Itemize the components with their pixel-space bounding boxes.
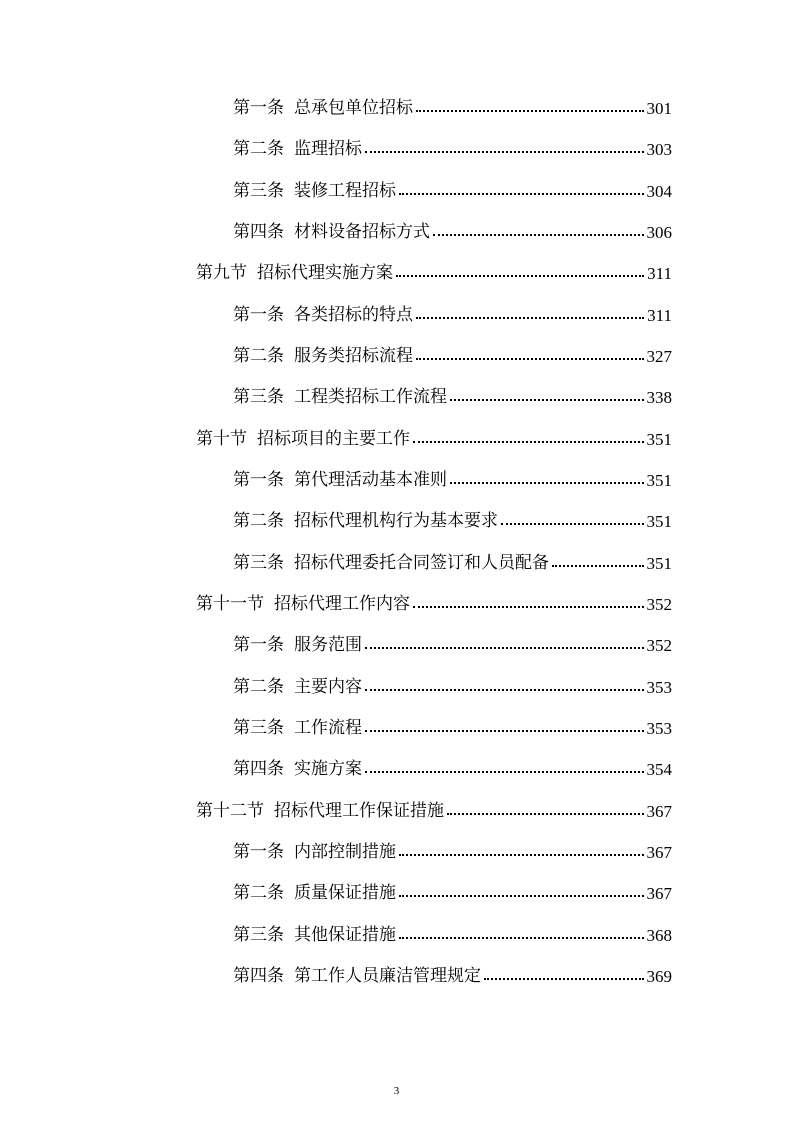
toc-entry-line — [233, 968, 672, 985]
toc-entry-page: 306 — [646, 223, 672, 243]
toc-entry-number: 第二条 — [233, 676, 284, 697]
toc-entry-title: 招标代理实施方案 — [257, 263, 393, 284]
dot-leader — [501, 523, 644, 525]
toc-article-entry[interactable] — [0, 749, 793, 790]
toc-entry-number: 第二条 — [233, 883, 284, 904]
dot-leader — [416, 317, 644, 319]
dot-leader — [450, 482, 644, 484]
toc-entry-page: 351 — [646, 429, 672, 449]
toc-entry-line — [233, 389, 672, 406]
table-of-contents — [0, 88, 793, 997]
toc-entry-page: 327 — [646, 347, 672, 367]
toc-entry-page: 368 — [646, 925, 672, 945]
toc-entry-title: 服务类招标流程 — [294, 346, 413, 367]
dot-leader — [399, 854, 644, 856]
toc-entry-number: 第三条 — [233, 718, 284, 739]
toc-entry-number: 第一条 — [233, 98, 284, 119]
toc-entry-line — [233, 180, 672, 201]
toc-entry-number: 第十一节 — [196, 594, 264, 615]
toc-article-entry[interactable] — [0, 295, 793, 336]
toc-entry-line — [233, 676, 672, 697]
toc-entry-line — [233, 844, 672, 861]
toc-entry-number: 第三条 — [233, 387, 284, 408]
toc-entry-title: 监理招标 — [294, 139, 362, 160]
toc-entry-line — [196, 596, 672, 613]
toc-entry-title: 招标代理委托合同签订和人员配备 — [294, 552, 549, 573]
toc-entry-title: 招标代理工作内容 — [274, 594, 410, 615]
toc-entry-title: 内部控制措施 — [294, 842, 396, 863]
toc-entry-line — [196, 800, 672, 821]
toc-entry-title: 招标代理工作保证措施 — [274, 800, 444, 821]
toc-entry-page: 338 — [646, 388, 672, 408]
toc-entry-title: 其他保证措施 — [294, 924, 396, 945]
toc-entry-title: 总承包单位招标 — [294, 98, 413, 119]
toc-entry-line — [233, 472, 672, 489]
toc-entry-number: 第二条 — [233, 139, 284, 160]
toc-entry-title: 主要内容 — [294, 676, 362, 697]
toc-article-entry[interactable] — [0, 873, 793, 914]
dot-leader — [365, 771, 644, 773]
dot-leader — [416, 110, 644, 112]
toc-entry-title: 质量保证措施 — [294, 883, 396, 904]
dot-leader — [365, 647, 644, 649]
toc-entry-number: 第十节 — [196, 428, 247, 449]
toc-entry-title: 工作流程 — [294, 718, 362, 739]
dot-leader — [450, 399, 644, 401]
toc-entry-title: 实施方案 — [294, 759, 362, 780]
toc-entry-page: 367 — [646, 801, 672, 821]
toc-article-entry[interactable] — [0, 336, 793, 377]
toc-entry-title: 工程类招标工作流程 — [294, 387, 447, 408]
toc-entry-page: 353 — [646, 719, 672, 739]
toc-entry-number: 第四条 — [233, 222, 284, 243]
toc-entry-line — [233, 304, 672, 325]
toc-entry-title: 招标代理机构行为基本要求 — [294, 511, 498, 532]
toc-entry-line — [233, 224, 672, 241]
toc-entry-number: 第四条 — [233, 759, 284, 780]
toc-entry-number: 第一条 — [233, 304, 284, 325]
dot-leader — [484, 978, 644, 980]
toc-entry-line — [196, 265, 672, 282]
toc-entry-number: 第二条 — [233, 346, 284, 367]
toc-entry-number: 第三条 — [233, 180, 284, 201]
toc-section-entry[interactable] — [0, 584, 793, 625]
toc-entry-line — [233, 141, 672, 158]
dot-leader — [365, 151, 644, 153]
toc-entry-line — [233, 100, 672, 117]
toc-article-entry[interactable] — [0, 708, 793, 749]
toc-article-entry[interactable] — [0, 667, 793, 708]
toc-entry-page: 351 — [646, 512, 672, 532]
toc-entry-page: 351 — [646, 553, 672, 573]
toc-section-entry[interactable] — [0, 419, 793, 460]
dot-leader — [396, 275, 644, 277]
page-number: 3 — [393, 1085, 400, 1097]
toc-entry-number: 第二条 — [233, 511, 284, 532]
dot-leader — [413, 441, 644, 443]
toc-entry-title: 第代理活动基本准则 — [294, 470, 447, 491]
dot-leader — [399, 895, 644, 897]
toc-entry-title: 服务范围 — [294, 635, 362, 656]
toc-article-entry[interactable] — [0, 88, 793, 129]
toc-article-entry[interactable] — [0, 625, 793, 666]
toc-entry-page: 311 — [647, 264, 672, 284]
dot-leader — [365, 730, 644, 732]
dot-leader — [552, 565, 644, 567]
toc-entry-page: 301 — [646, 99, 672, 119]
toc-entry-line — [233, 720, 672, 737]
toc-entry-page: 353 — [646, 677, 672, 697]
toc-entry-number: 第九节 — [196, 263, 247, 284]
toc-entry-number: 第一条 — [233, 635, 284, 656]
toc-entry-page: 354 — [646, 760, 672, 780]
toc-article-entry[interactable] — [0, 171, 793, 212]
toc-entry-page: 369 — [646, 967, 672, 987]
dot-leader — [365, 689, 644, 691]
toc-entry-title: 各类招标的特点 — [294, 304, 413, 325]
toc-entry-page: 352 — [646, 636, 672, 656]
toc-entry-line — [233, 637, 672, 654]
toc-article-entry[interactable] — [0, 956, 793, 997]
toc-article-entry[interactable] — [0, 460, 793, 501]
toc-entry-line — [233, 348, 672, 365]
toc-entry-number: 第一条 — [233, 842, 284, 863]
toc-article-entry[interactable] — [0, 832, 793, 873]
toc-article-entry[interactable] — [0, 377, 793, 418]
toc-article-entry[interactable] — [0, 129, 793, 170]
dot-leader — [447, 813, 644, 815]
toc-entry-line — [233, 552, 672, 573]
toc-entry-line — [196, 428, 672, 449]
toc-entry-line — [233, 924, 672, 945]
dot-leader — [413, 606, 644, 608]
toc-article-entry[interactable] — [0, 501, 793, 542]
toc-entry-number: 第三条 — [233, 924, 284, 945]
toc-entry-page: 367 — [646, 884, 672, 904]
toc-article-entry[interactable] — [0, 212, 793, 253]
toc-article-entry[interactable] — [0, 543, 793, 584]
dot-leader — [416, 358, 644, 360]
toc-entry-number: 第十二节 — [196, 800, 264, 821]
toc-entry-title: 装修工程招标 — [294, 180, 396, 201]
toc-entry-line — [233, 513, 672, 530]
toc-entry-page: 311 — [647, 305, 672, 325]
toc-entry-page: 367 — [646, 843, 672, 863]
toc-section-entry[interactable] — [0, 791, 793, 832]
dot-leader — [399, 937, 644, 939]
toc-entry-page: 303 — [646, 140, 672, 160]
toc-entry-line — [233, 761, 672, 778]
toc-entry-line — [233, 885, 672, 902]
toc-entry-title: 材料设备招标方式 — [294, 222, 430, 243]
toc-article-entry[interactable] — [0, 915, 793, 956]
dot-leader — [433, 234, 644, 236]
toc-entry-page: 304 — [646, 181, 672, 201]
toc-entry-title: 招标项目的主要工作 — [257, 428, 410, 449]
dot-leader — [399, 193, 644, 195]
toc-entry-number: 第三条 — [233, 552, 284, 573]
toc-entry-page: 352 — [646, 595, 672, 615]
toc-entry-page: 351 — [646, 471, 672, 491]
toc-entry-title: 第工作人员廉洁管理规定 — [294, 966, 481, 987]
toc-entry-number: 第一条 — [233, 470, 284, 491]
toc-entry-number: 第四条 — [233, 966, 284, 987]
toc-section-entry[interactable] — [0, 253, 793, 294]
